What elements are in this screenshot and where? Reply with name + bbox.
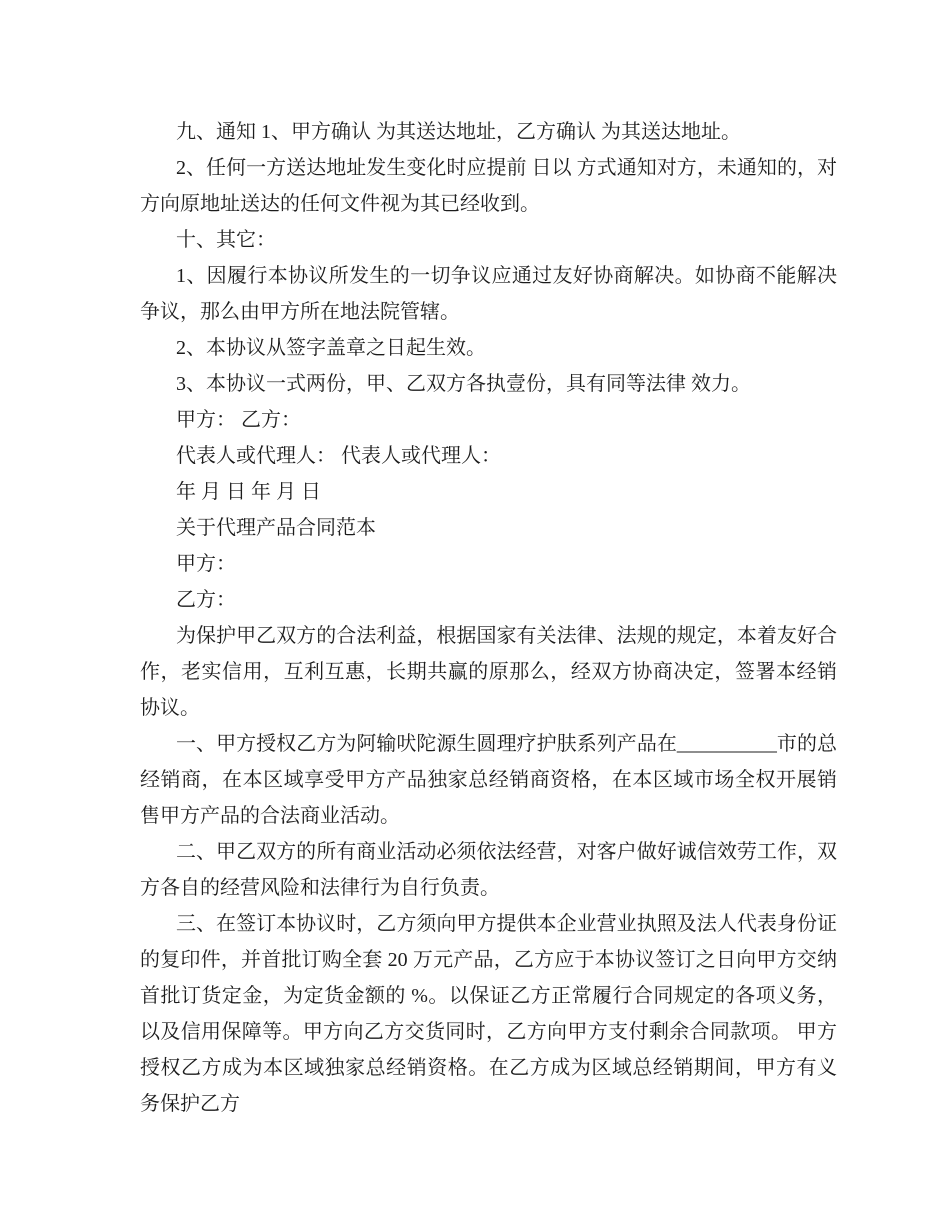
paragraph: 关于代理产品合同范本 [176, 517, 376, 539]
paragraph: 年 月 日 年 月 日 [176, 481, 321, 503]
document-body [140, 114, 837, 1122]
paragraph: 1、因履行本协议所发生的一切争议应通过友好协商解决。如协商不能解决争议，那么由甲方所在地法院管辖。 [140, 265, 837, 323]
paragraph: 九、通知 1、甲方确认 为其送达地址，乙方确认 为其送达地址。 [176, 121, 741, 143]
paragraph: 一、甲方授权乙方为阿输吠陀源生圆理疗护肤系列产品在__________市的总经销商，在本区域享受甲方产品独家总经销商资格，在本区域市场全权开展销售甲方产品的合法商业活动。 [140, 733, 837, 827]
paragraph: 二、甲乙双方的所有商业活动必须依法经营，对客户做好诚信效劳工作，双方各自的经营风险和法律行为自行负责。 [140, 841, 837, 899]
paragraph: 甲方： 乙方： [176, 409, 301, 431]
paragraph: 2、任何一方送达地址发生变化时应提前 日以 方式通知对方，未通知的，对方向原地址送达的任何文件视为其已经收到。 [140, 157, 837, 215]
paragraph: 乙方： [176, 589, 236, 611]
paragraph: 三、在签订本协议时，乙方须向甲方提供本企业营业执照及法人代表身份证的复印件，并首批订购全套 20 万元产品，乙方应于本协议签订之日向甲方交纳首批订货定金，为定货金额的 %。以保证乙方正常履行合同规定的各项义务，以及信用保障等。甲方向乙方交货同时，乙方向甲方支付剩余合同款项。 甲方授权乙方成为本区域独家总经销资格。在乙方成为区域总经销期间，甲方有义务保护乙方 [140, 913, 837, 1115]
paragraph: 代表人或代理人： 代表人或代理人： [176, 445, 501, 467]
paragraph: 3、本协议一式两份，甲、乙双方各执壹份，具有同等法律 效力。 [176, 373, 751, 395]
paragraph: 为保护甲乙双方的合法利益，根据国家有关法律、法规的规定，本着友好合作，老实信用，互利互惠，长期共赢的原那么，经双方协商决定，签署本经销协议。 [140, 625, 837, 719]
paragraph: 十、其它： [176, 229, 276, 251]
paragraph: 甲方： [176, 553, 236, 575]
paragraph: 2、本协议从签字盖章之日起生效。 [176, 337, 486, 359]
